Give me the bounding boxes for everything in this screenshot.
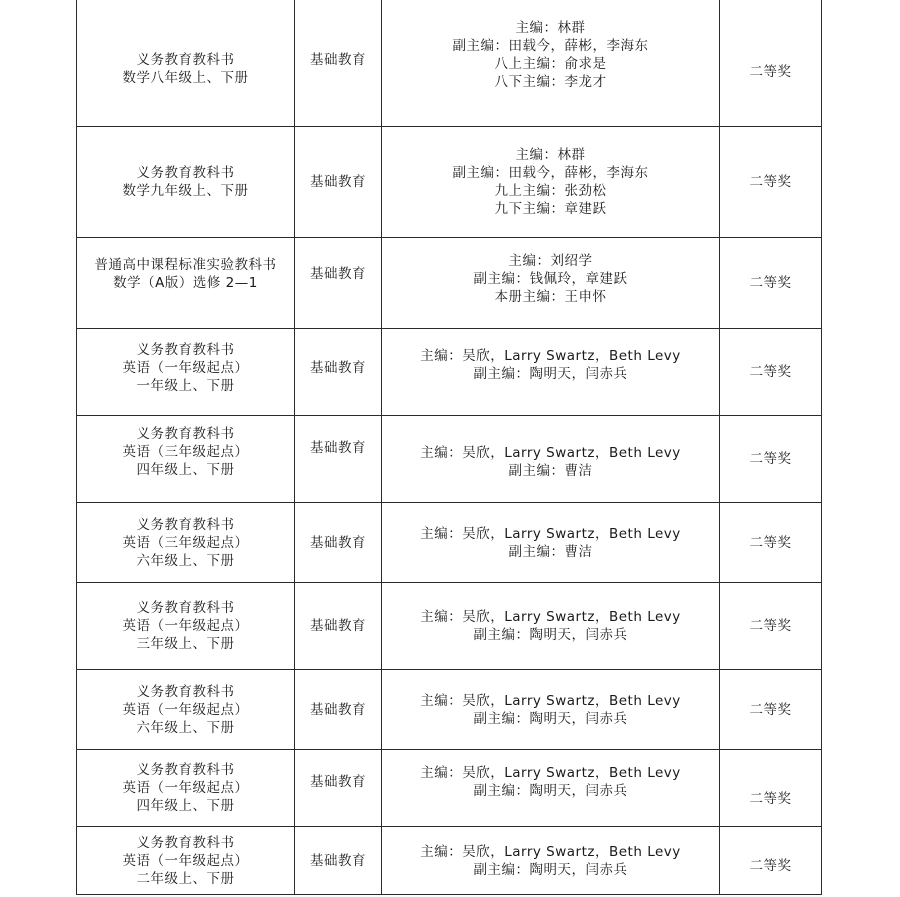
book-title-cell <box>77 750 295 827</box>
category-label: 基础教育 <box>310 774 366 790</box>
category-cell <box>295 503 382 583</box>
book-title-cell <box>77 583 295 670</box>
book-title-line: 义务教育教科书 <box>136 52 235 68</box>
book-title-line: 一年级上、下册 <box>136 378 235 394</box>
book-title-line: 义务教育教科书 <box>136 834 235 851</box>
book-title-cell <box>77 329 295 416</box>
book-title-line: 英语（一年级起点） <box>122 780 249 796</box>
book-title-line: 英语（一年级起点） <box>122 701 249 718</box>
book-title-line: 义务教育教科书 <box>136 683 235 700</box>
editor-line: 主编：吴欣，Larry Swartz，Beth Levy <box>420 692 681 709</box>
table-row <box>77 0 822 127</box>
editors-cell <box>382 827 720 895</box>
category-label: 基础教育 <box>310 360 366 376</box>
editor-line: 副主编：钱佩玲，章建跃 <box>473 271 628 287</box>
award-label: 二等奖 <box>749 534 792 551</box>
editor-line: 副主编：陶明天，闫赤兵 <box>473 627 628 643</box>
book-title-cell <box>77 827 295 895</box>
editor-line: 本册主编：王申怀 <box>494 289 607 305</box>
book-title-line: 英语（三年级起点） <box>122 444 249 460</box>
award-label: 二等奖 <box>749 174 792 190</box>
category-label: 基础教育 <box>310 534 366 551</box>
editor-line: 主编：吴欣，Larry Swartz，Beth Levy <box>420 609 681 625</box>
table-row <box>77 583 822 670</box>
book-title-line: 义务教育教科书 <box>136 516 235 533</box>
award-label: 二等奖 <box>749 275 792 291</box>
category-cell <box>295 329 382 416</box>
category-label: 基础教育 <box>310 440 366 456</box>
editors-cell <box>382 750 720 827</box>
editor-line: 副主编：陶明天，闫赤兵 <box>473 783 628 799</box>
book-title-line: 数学八年级上、下册 <box>122 70 249 86</box>
book-title-line: 义务教育教科书 <box>136 342 235 358</box>
book-title-line: 英语（一年级起点） <box>122 360 249 376</box>
table-row <box>77 670 822 750</box>
editor-line: 主编：吴欣，Larry Swartz，Beth Levy <box>420 348 681 364</box>
editor-line: 副主编：曹洁 <box>508 543 593 560</box>
table-row <box>77 827 822 895</box>
book-title-cell <box>77 670 295 750</box>
award-cell <box>720 127 822 238</box>
editor-line: 副主编：田载今，薛彬，李海东 <box>452 38 649 54</box>
editors-cell <box>382 127 720 238</box>
award-label: 二等奖 <box>749 618 792 634</box>
editor-line: 副主编：陶明天，闫赤兵 <box>473 861 628 878</box>
table-row <box>77 750 822 827</box>
award-label: 二等奖 <box>749 64 792 80</box>
table-row <box>77 238 822 329</box>
award-cell <box>720 503 822 583</box>
category-label: 基础教育 <box>310 266 366 282</box>
editor-line: 主编：刘绍学 <box>508 253 593 269</box>
award-label: 二等奖 <box>749 364 792 380</box>
editor-line: 副主编：陶明天，闫赤兵 <box>473 366 628 382</box>
book-title-line: 四年级上、下册 <box>136 462 235 478</box>
editors-cell <box>382 0 720 127</box>
editor-line: 九上主编：张劲松 <box>494 183 607 199</box>
category-cell <box>295 238 382 329</box>
editor-line: 九下主编：章建跃 <box>494 201 607 217</box>
book-title-line: 义务教育教科书 <box>136 426 235 442</box>
editor-line: 主编：吴欣，Larry Swartz，Beth Levy <box>420 843 681 860</box>
category-cell <box>295 750 382 827</box>
book-title-line: 数学九年级上、下册 <box>122 183 249 199</box>
table-row <box>77 127 822 238</box>
award-label: 二等奖 <box>749 701 792 718</box>
category-label: 基础教育 <box>310 618 366 634</box>
book-title-line: 英语（一年级起点） <box>122 618 249 634</box>
book-title-line: 四年级上、下册 <box>136 798 235 814</box>
editors-cell <box>382 503 720 583</box>
book-title-line: 数学（A版）选修 2—1 <box>113 275 258 291</box>
editor-line: 主编：林群 <box>515 20 586 36</box>
editor-line: 八上主编：俞求是 <box>494 56 607 72</box>
table-row <box>77 503 822 583</box>
editor-line: 副主编：曹洁 <box>508 463 593 479</box>
award-label: 二等奖 <box>749 857 792 874</box>
category-cell <box>295 416 382 503</box>
award-cell <box>720 238 822 329</box>
book-title-cell <box>77 0 295 127</box>
category-cell <box>295 127 382 238</box>
book-title-line: 普通高中课程标准实验教科书 <box>94 257 277 273</box>
editors-cell <box>382 670 720 750</box>
editor-line: 八下主编：李龙才 <box>494 74 607 90</box>
editors-cell <box>382 583 720 670</box>
editor-line: 副主编：陶明天，闫赤兵 <box>473 710 628 727</box>
book-title-cell <box>77 127 295 238</box>
awards-table <box>76 0 822 895</box>
table-row <box>77 329 822 416</box>
editors-cell <box>382 238 720 329</box>
book-title-line: 英语（一年级起点） <box>122 852 249 869</box>
book-title-line: 英语（三年级起点） <box>122 534 249 551</box>
category-label: 基础教育 <box>310 852 366 869</box>
book-title-cell <box>77 238 295 329</box>
editors-cell <box>382 416 720 503</box>
editor-line: 主编：吴欣，Larry Swartz，Beth Levy <box>420 525 681 542</box>
award-cell <box>720 0 822 127</box>
editor-line: 主编：吴欣，Larry Swartz，Beth Levy <box>420 445 681 461</box>
category-cell <box>295 583 382 670</box>
table-row <box>77 416 822 503</box>
award-cell <box>720 416 822 503</box>
book-title-line: 三年级上、下册 <box>136 636 235 652</box>
award-cell <box>720 750 822 827</box>
book-title-cell <box>77 503 295 583</box>
book-title-line: 义务教育教科书 <box>136 600 235 616</box>
award-cell <box>720 827 822 895</box>
book-title-line: 二年级上、下册 <box>136 870 235 887</box>
award-cell <box>720 670 822 750</box>
award-label: 二等奖 <box>749 451 792 467</box>
editor-line: 主编：林群 <box>515 147 586 163</box>
category-cell <box>295 0 382 127</box>
category-cell <box>295 670 382 750</box>
award-label: 二等奖 <box>749 791 792 807</box>
book-title-line: 六年级上、下册 <box>136 719 235 736</box>
book-title-cell <box>77 416 295 503</box>
category-label: 基础教育 <box>310 52 366 68</box>
editor-line: 主编：吴欣，Larry Swartz，Beth Levy <box>420 765 681 781</box>
category-label: 基础教育 <box>310 174 366 190</box>
editors-cell <box>382 329 720 416</box>
category-label: 基础教育 <box>310 701 366 718</box>
award-cell <box>720 583 822 670</box>
award-cell <box>720 329 822 416</box>
book-title-line: 义务教育教科书 <box>136 762 235 778</box>
category-cell <box>295 827 382 895</box>
book-title-line: 六年级上、下册 <box>136 552 235 569</box>
editor-line: 副主编：田载今，薛彬，李海东 <box>452 165 649 181</box>
book-title-line: 义务教育教科书 <box>136 165 235 181</box>
